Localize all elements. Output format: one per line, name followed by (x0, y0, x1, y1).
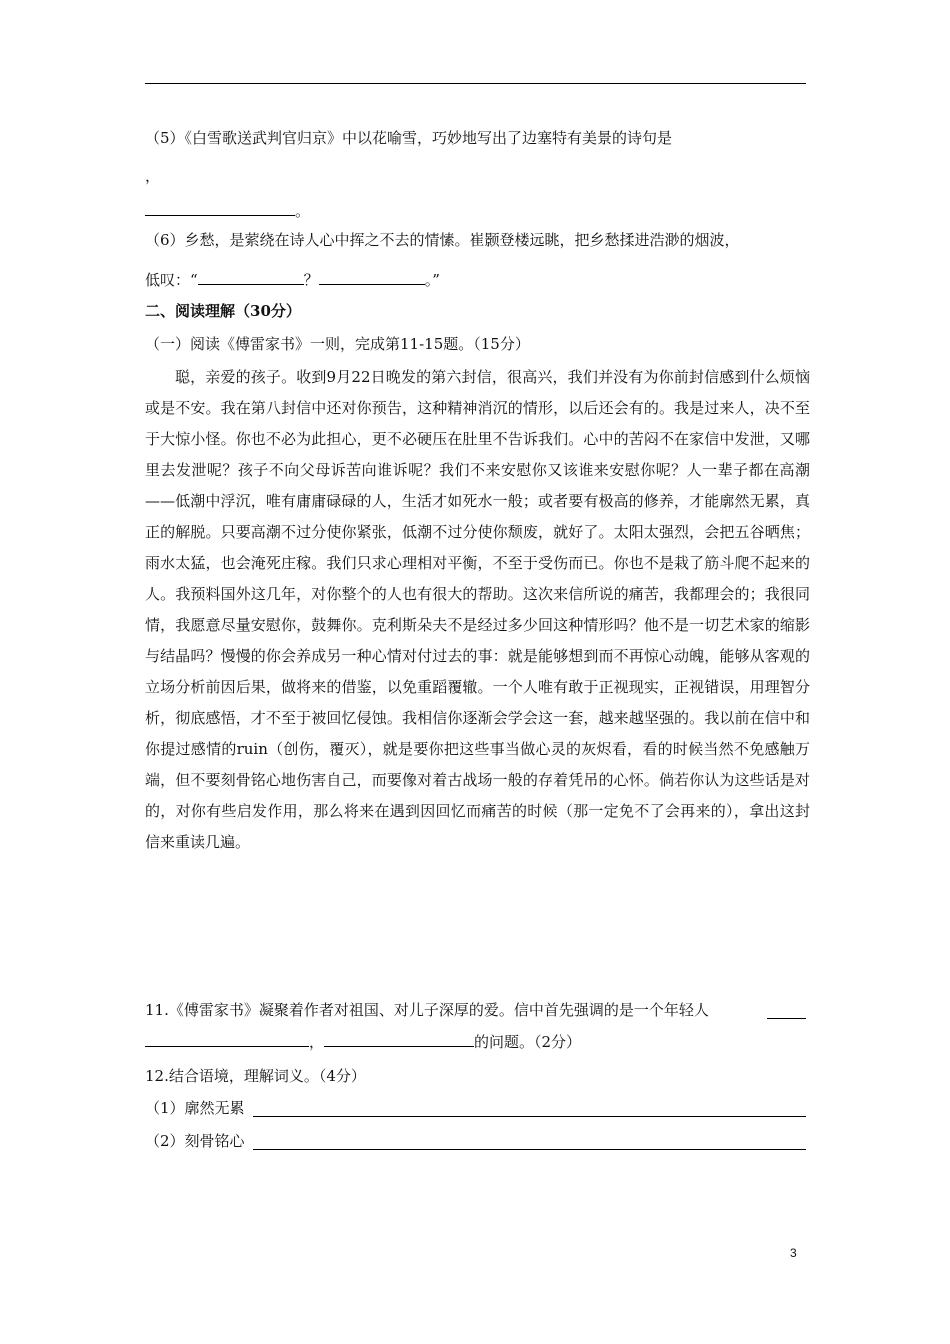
answer-blank[interactable] (319, 268, 425, 285)
answer-blank[interactable] (767, 1018, 806, 1019)
header-rule (145, 83, 806, 84)
question-12-title: 12.结合语境，理解词义。（4分） (145, 1067, 366, 1085)
question-5-comma: ， (145, 167, 161, 185)
question-11 (145, 1000, 709, 1020)
answer-blank[interactable] (198, 268, 304, 285)
answer-blank[interactable] (145, 199, 295, 216)
answer-blank[interactable] (324, 1030, 474, 1047)
answer-blank[interactable] (145, 1030, 309, 1047)
question-12-item-2: （2）刻骨铭心 (145, 1132, 245, 1150)
question-12-item-1: （1）廓然无累 (145, 1099, 245, 1117)
question-5 (145, 128, 672, 148)
question-6 (145, 230, 740, 250)
passage-text: 聪，亲爱的孩子。收到9月22日晚发的第六封信，很高兴，我们并没有为你前封信感到什么烦恼或是不安。我在第八封信中还对你预告，这种精神消沉的情形，以后还会有的。我是过来人，决不至于大惊小怪。你也不必为此担心，更不必硬压在肚里不告诉我们。心中的苦闷不在家信中发泄，又哪里去发泄呢？孩子不向父母诉苦向谁诉呢？我们不来安慰你又该谁来安慰你呢？人一辈子都在高潮——低潮中浮沉，唯有庸庸碌碌的人，生活才如死水一般；或者要有极高的修养，才能廓然无累，真正的解脱。只要高潮不过分使你紧张，低潮不过分使你颓废，就好了。太阳太强烈，会把五谷晒焦；雨水太猛，也会淹死庄稼。我们只求心理相对平衡，不至于受伤而已。你也不是栽了筋斗爬不起来的人。我预料国外这几年，对你整个的人也有很大的帮助。这次来信所说的痛苦，我都理会的；我很同情，我愿意尽量安慰你，鼓舞你。克利斯朵夫不是经过多少回这种情形吗？他不是一切艺术家的缩影与结晶吗？慢慢的你会养成另一种心情对付过去的事：就是能够想到而不再惊心动魄，能够从客观的立场分析前因后果，做将来的借鉴，以免重蹈覆辙。一个人唯有敢于正视现实，正视错误，用理智分析，彻底感悟，才不至于被回忆侵蚀。我相信你逐渐会学会这一套，越来越坚强的。我以前在信中和你提过感情的ruin（创伤，覆灭），就是要你把这些事当做心灵的灰烬看，看的时候当然不免感触万端，但不要刻骨铭心地伤害自己，而要像对着古战场一般的存着凭吊的心怀。倘若你认为这些话是对的，对你有些启发作用，那么将来在遇到因回忆而痛苦的时候（那一定免不了会再来的），拿出这封信来重读几遍。 (145, 368, 810, 851)
page-number: 3 (790, 1246, 797, 1260)
question-5-text: （5）《白雪歌送武判官归京》中以花喻雪，巧妙地写出了边塞特有美景的诗句是 (145, 129, 673, 147)
answer-blank[interactable] (253, 1116, 806, 1117)
question-6-answer-line: 低叹：“ ？ 。” (145, 268, 440, 290)
answer-blank[interactable] (253, 1149, 806, 1150)
question-6-line1: （6）乡愁，是萦绕在诗人心中挥之不去的情愫。崔颢登楼远眺，把乡愁揉进浩渺的烟波， (145, 231, 740, 249)
question-11-answer-line: ， 的问题。（2分） (145, 1030, 581, 1052)
section-2-title: 二、阅读理解（30分） (145, 302, 301, 320)
question-5-answer-line: 。 (145, 199, 310, 221)
section-2-part-1-intro: （一）阅读《傅雷家书》一则，完成第11-15题。（15分） (145, 335, 530, 353)
question-11-text: 11.《傅雷家书》凝聚着作者对祖国、对儿子深厚的爱。信中首先强调的是一个年轻人 (145, 1001, 709, 1019)
